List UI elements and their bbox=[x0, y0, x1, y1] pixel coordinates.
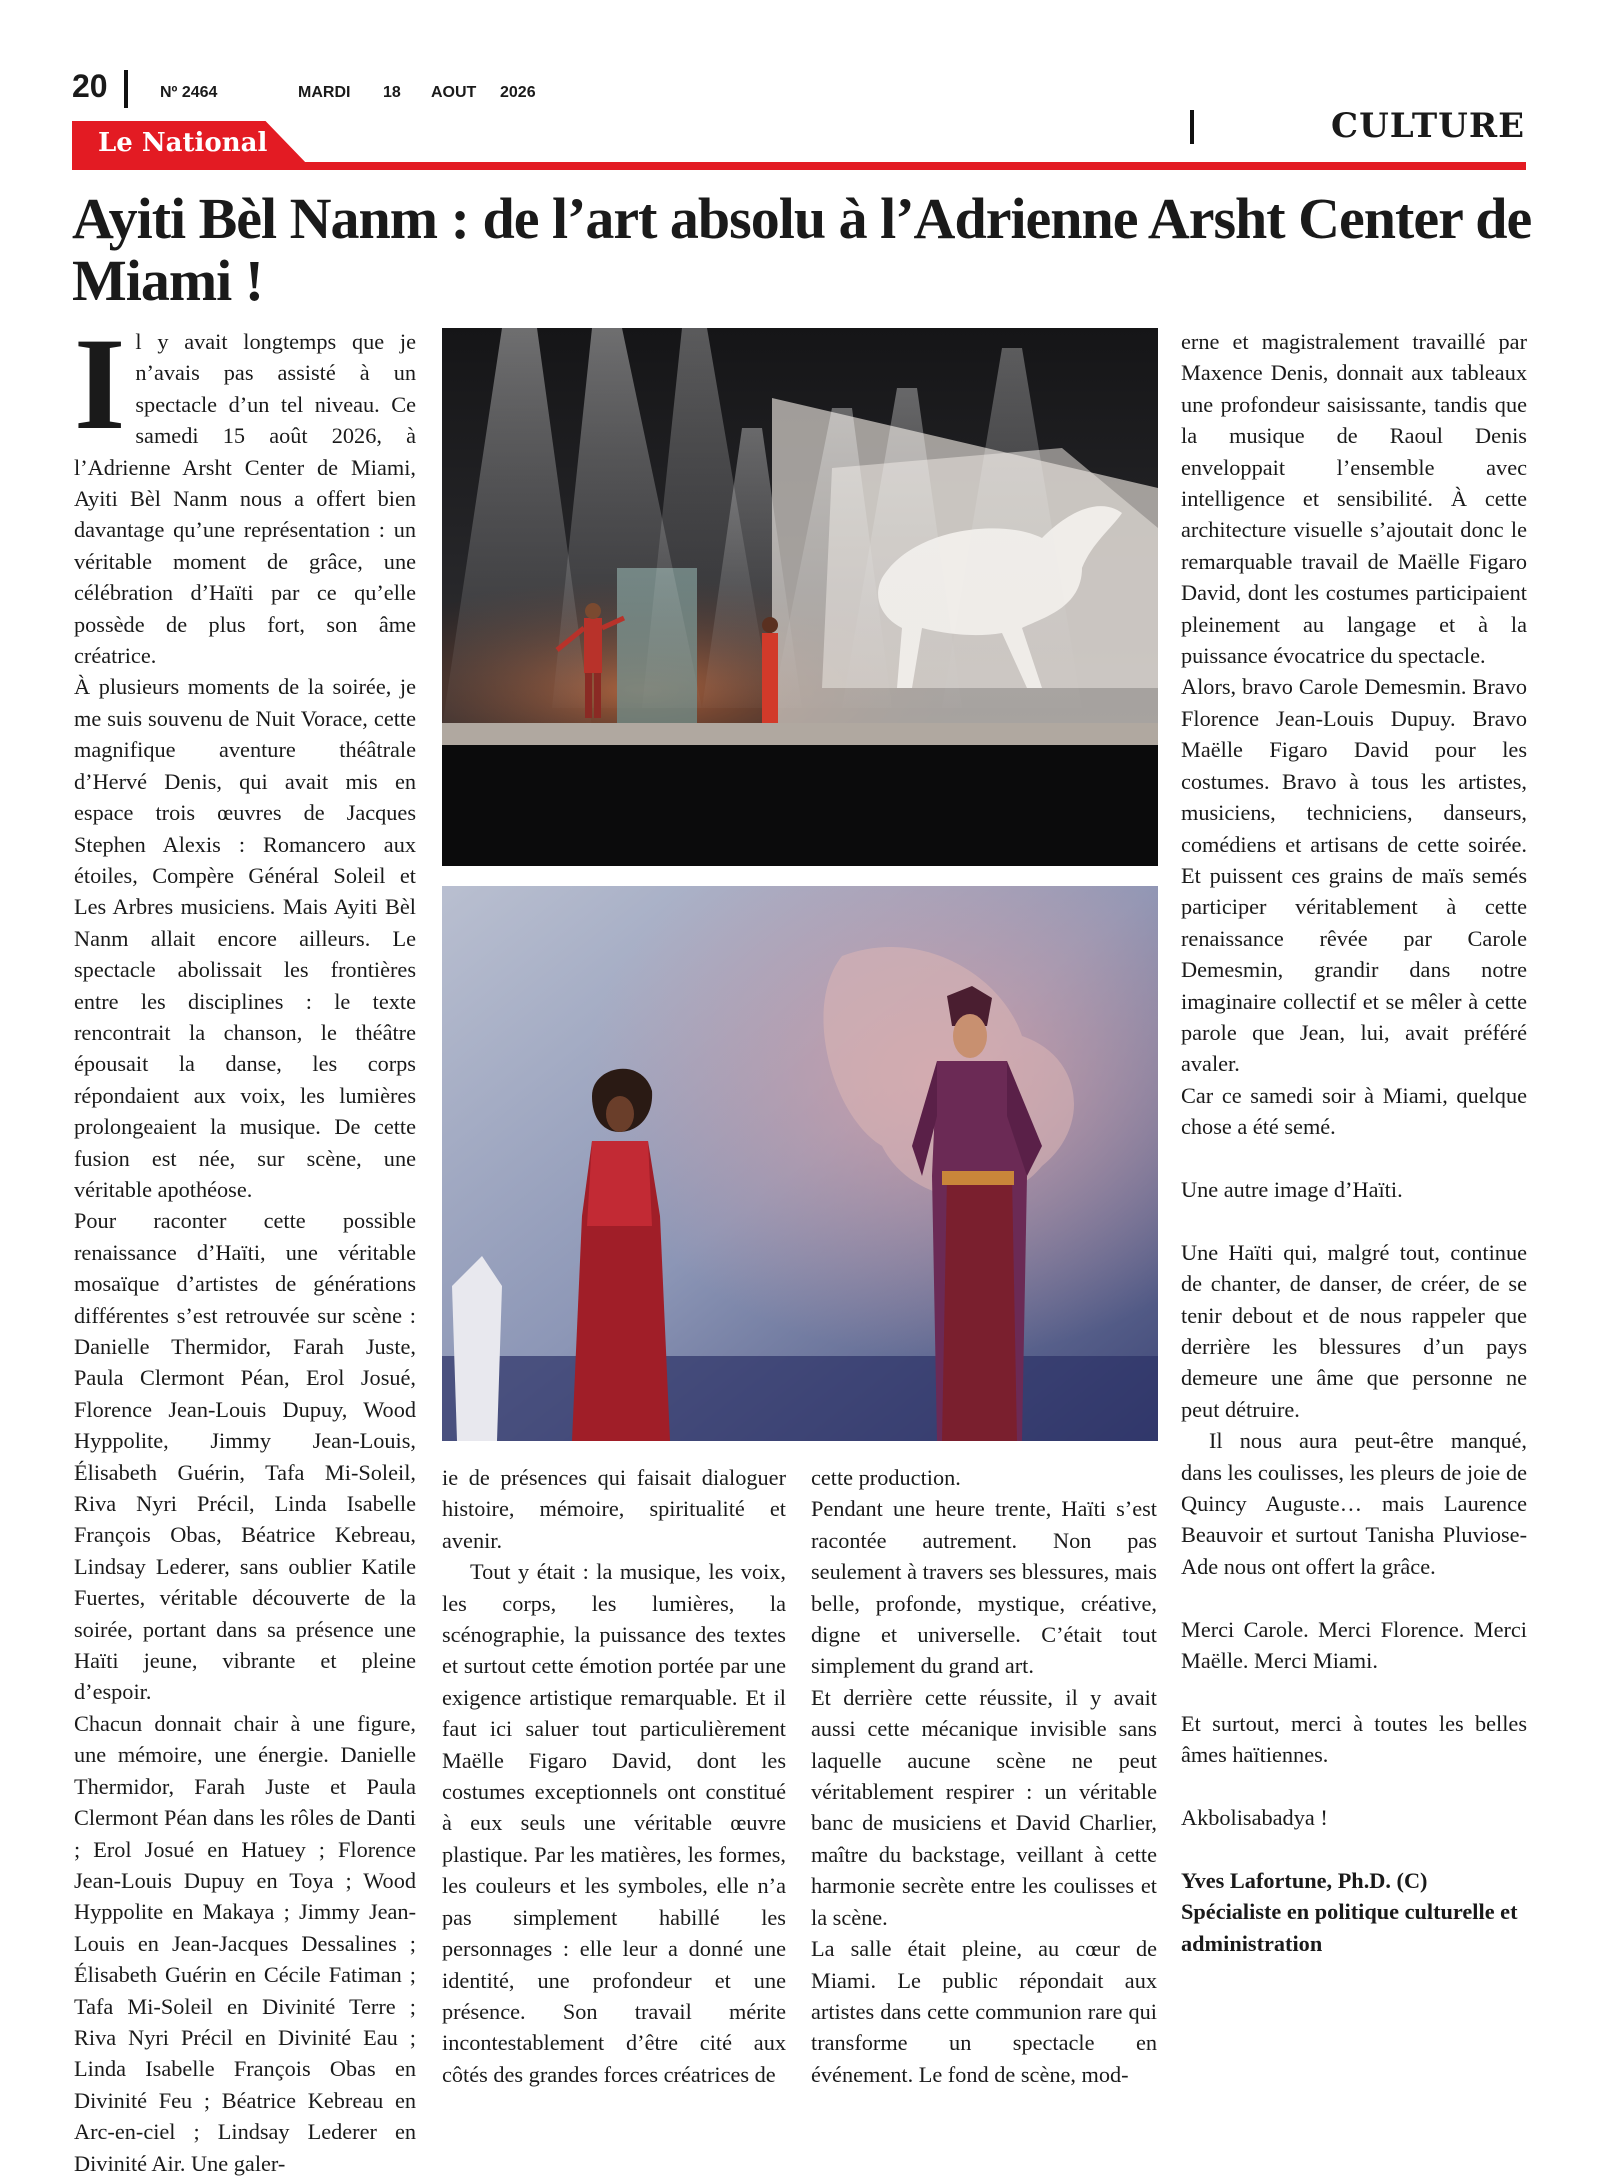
spacer bbox=[1181, 1143, 1527, 1174]
paragraph: Et surtout, merci à toutes les belles âmes haïtiennes. bbox=[1181, 1710, 1527, 1768]
paragraph: Pour raconter cette possible renaissance d’Haïti, une véritable mosaïque d’artistes de générations différentes s’est retrouvée sur scène : Danielle Thermidor, Farah Juste, Paula Clermont Péan, Erol Josué, Florence Jean-Louis Dupuy, Wood Hyppolite, Jimmy Jean-Louis, Élisabeth Guérin, Tafa Mi-Soleil, Riva Nyri Précil, Linda Isabelle François Obas, Béatrice Kebreau, Lindsay Lederer, sans oublier Katile Fuertes, véritable découverte de la soirée, portant dans sa présence une Haïti jeune, vibrante et pleine d’espoir. bbox=[74, 1208, 416, 1705]
article-column-4 bbox=[1181, 326, 1527, 1959]
paragraph: Akbolisabadya ! bbox=[1181, 1805, 1328, 1831]
drop-cap: I bbox=[74, 310, 126, 457]
paragraph: erne et magistralement travaillé par Maxence Denis, donnait aux tableaux une profondeur saisissante, tandis que la musique de Raoul Denis enveloppait l’ensemble avec intelligence et sensibilité. À cette architecture visuelle s’ajoutait donc le remarquable travail de Maëlle Figaro David, dont les costumes participaient pleinement au langage et à la puissance évocatrice du spectacle. bbox=[1181, 329, 1527, 669]
paragraph: Alors, bravo Carole Demesmin. Bravo Florence Jean-Louis Dupuy. Bravo Maëlle Figaro David pour les costumes. Bravo à tous les artistes, musiciens, techniciens, danseurs, comédiens et artisans de cette soirée. Et puissent ces grains de maïs semés participer véritablement à cette renaissance rêvée par Carole Demesmin, grandir dans notre imaginaire collectif et se mêler à cette parole que Jean, lui, avait préféré avaler. bbox=[1181, 674, 1527, 1077]
spacer bbox=[1181, 1205, 1527, 1236]
header-divider bbox=[124, 70, 128, 108]
publication-name: Le National bbox=[98, 128, 268, 158]
paragraph: Car ce samedi soir à Miami, quelque chose a été semé. bbox=[1181, 1082, 1527, 1140]
header-rule bbox=[72, 162, 1526, 170]
article-column-2 bbox=[442, 1462, 786, 2090]
paragraph: Merci Carole. Merci Florence. Merci Maëlle. Merci Miami. bbox=[1181, 1616, 1527, 1674]
paragraph: ie de présences qui faisait dialoguer histoire, mémoire, spiritualité et avenir. bbox=[442, 1465, 786, 1553]
issue-year: 2026 bbox=[500, 84, 536, 101]
section-label: CULTURE bbox=[1331, 106, 1525, 146]
paragraph: cette production. bbox=[811, 1465, 961, 1490]
page-number: 20 bbox=[72, 68, 108, 104]
stage-photo-horse bbox=[442, 328, 1158, 866]
article-column-1 bbox=[74, 310, 416, 2179]
spacer bbox=[1181, 1771, 1527, 1802]
stage-photo-performers bbox=[442, 886, 1158, 1441]
paragraph: Et derrière cette réussite, il y avait aussi cette mécanique invisible sans laquelle aucune scène ne peut véritablement respirer : un véritable banc de musiciens et David Charlier, maître du backstage, veillant à cette harmonie secrète entre les coulisses et la scène. bbox=[811, 1684, 1157, 1930]
section-divider bbox=[1190, 110, 1194, 144]
paragraph: Pendant une heure trente, Haïti s’est racontée autrement. Non pas seulement à travers ses blessures, mais belle, profonde, mystique, créative, digne et universelle. C’était tout simplement du grand art. bbox=[811, 1496, 1157, 1679]
author-title: Spécialiste en politique culturelle et administration bbox=[1181, 1899, 1518, 1956]
paragraph: Chacun donnait chair à une figure, une mémoire, une énergie. Danielle Thermidor, Farah Juste et Paula Clermont Péan dans les rôles de Danti ; Erol Josué en Hatuey ; Florence Jean-Louis Dupuy en Toya ; Wood Hyppolite en Makaya ; Jimmy Jean-Louis en Jean-Jacques Dessalines ; Élisabeth Guérin en Cécile Fatiman ; Tafa Mi-Soleil en Divinité Terre ; Riva Nyri Précil en Divinité Eau ; Linda Isabelle François Obas en Divinité Feu ; Béatrice Kebreau en Arc-en-ciel ; Lindsay Lederer en Divinité Air. Une galer- bbox=[74, 1710, 416, 2176]
spacer bbox=[1181, 1582, 1527, 1613]
spacer bbox=[1181, 1833, 1527, 1864]
issue-number: Nº 2464 bbox=[160, 84, 218, 101]
paragraph: Tout y était : la musique, les voix, les corps, les lumières, la scénographie, la puissance des textes et surtout cette émotion portée par une exigence artistique remarquable. Et il faut ici saluer tout particulièrement Maëlle Figaro David, dont les costumes exceptionnels ont constitué à eux seuls une véritable œuvre plastique. Par les matières, les formes, les couleurs et les symboles, elle n’a pas simplement habillé les personnages : elle leur a donné une identité, une profondeur et une présence. Son travail mérite incontestablement d’être cité aux côtés des grandes forces créatrices de bbox=[442, 1559, 786, 2087]
paragraph: À plusieurs moments de la soirée, je me suis souvenu de Nuit Vorace, cette magnifique aventure théâtrale d’Hervé Denis, qui avait mis en espace trois œuvres de Jacques Stephen Alexis : Romancero aux étoiles, Compère Général Soleil et Les Arbres musiciens. Mais Ayiti Bèl Nanm allait encore ailleurs. Le spectacle abolissait les frontières entre les disciplines : le texte rencontrait la chanson, le théâtre épousait la danse, les corps répondaient aux voix, les lumières prolongeaient la musique. De cette fusion est née, sur scène, une véritable apothéose. bbox=[74, 674, 416, 1202]
article-title: Ayiti Bèl Nanm : de l’art absolu à l’Adrienne Arsht Center de Miami ! bbox=[72, 186, 1532, 313]
paragraph: Une autre image d’Haïti. bbox=[1181, 1176, 1403, 1202]
article-column-3 bbox=[811, 1462, 1157, 2090]
paragraph: La salle était pleine, au cœur de Miami. Le public répondait aux artistes dans cette communion rare qui transforme un spectacle en événement. Le fond de scène, mod- bbox=[811, 1936, 1157, 2087]
paragraph: Il nous aura peut-être manqué, dans les coulisses, les pleurs de joie de Quincy Auguste… mais Laurence Beauvoir et surtout Tanisha Pluviose-Ade nous ont offert la grâce. bbox=[1181, 1428, 1527, 1579]
paragraph bbox=[74, 310, 416, 671]
issue-month: AOUT bbox=[431, 84, 477, 101]
spacer bbox=[1181, 1676, 1527, 1707]
paragraph-text: l y avait longtemps que je n’avais pas assisté à un spectacle d’un tel niveau. Ce samedi 15 août 2026, à l’Adrienne Arsht Center de Miami, Ayiti Bèl Nanm nous a offert bien davantage qu’une représentation : un véritable moment de grâce, une célébration d’Haïti par ce qu’elle possède de plus fort, son âme créatrice. bbox=[74, 329, 416, 669]
paragraph: Une Haïti qui, malgré tout, continue de chanter, de danser, de créer, de se tenir debout et de nous rappeler que derrière les blessures d’un pays demeure une âme que personne ne peut détruire. bbox=[1181, 1239, 1527, 1422]
issue-day: MARDI bbox=[298, 84, 351, 101]
author-name: Yves Lafortune, Ph.D. (C) bbox=[1181, 1867, 1428, 1893]
issue-date: 18 bbox=[383, 84, 401, 101]
